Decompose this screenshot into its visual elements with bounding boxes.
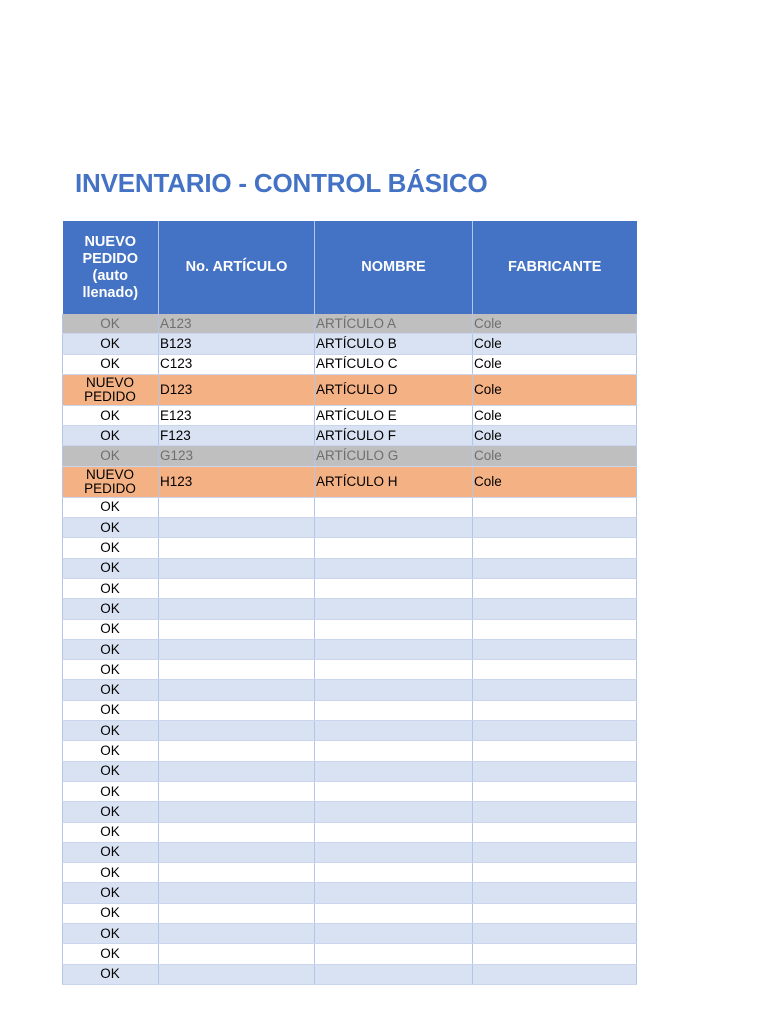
- item-name-cell[interactable]: [315, 680, 473, 700]
- table-row: [63, 405, 637, 425]
- table-row: [63, 802, 637, 822]
- manufacturer-cell[interactable]: [473, 883, 637, 903]
- page-title: INVENTARIO - CONTROL BÁSICO: [75, 168, 488, 198]
- manufacturer-cell[interactable]: [473, 964, 637, 984]
- item-name-cell[interactable]: [315, 883, 473, 903]
- item-name-cell[interactable]: [315, 721, 473, 741]
- reorder-status-cell[interactable]: OK: [63, 822, 159, 842]
- item-name-cell[interactable]: [315, 964, 473, 984]
- table-row: [63, 558, 637, 578]
- reorder-status-cell[interactable]: OK: [63, 741, 159, 761]
- item-no-cell[interactable]: C123: [159, 354, 315, 374]
- manufacturer-cell[interactable]: [473, 721, 637, 741]
- reorder-status-cell[interactable]: OK: [63, 578, 159, 598]
- reorder-status-cell[interactable]: OK: [63, 354, 159, 374]
- manufacturer-cell[interactable]: [473, 822, 637, 842]
- reorder-status-cell[interactable]: OK: [63, 558, 159, 578]
- manufacturer-cell[interactable]: [473, 761, 637, 781]
- item-no-cell[interactable]: [159, 802, 315, 822]
- item-name-cell[interactable]: [315, 944, 473, 964]
- table-row: [63, 660, 637, 680]
- item-name-cell[interactable]: [315, 842, 473, 862]
- table-row: [63, 883, 637, 903]
- table-row: [63, 741, 637, 761]
- reorder-status-cell[interactable]: OK: [63, 538, 159, 558]
- reorder-status-cell[interactable]: OK: [63, 924, 159, 944]
- item-no-cell[interactable]: [159, 761, 315, 781]
- item-name-cell[interactable]: [315, 660, 473, 680]
- reorder-status-cell[interactable]: OK: [63, 497, 159, 517]
- item-name-cell[interactable]: [315, 822, 473, 842]
- manufacturer-cell[interactable]: [473, 781, 637, 801]
- manufacturer-cell[interactable]: [473, 802, 637, 822]
- manufacturer-cell[interactable]: [473, 518, 637, 538]
- reorder-status-cell[interactable]: OK: [63, 842, 159, 862]
- item-no-cell[interactable]: [159, 538, 315, 558]
- item-name-cell[interactable]: [315, 741, 473, 761]
- item-name-cell[interactable]: [315, 538, 473, 558]
- table-row: [63, 599, 637, 619]
- reorder-status-cell[interactable]: OK: [63, 426, 159, 446]
- item-no-cell[interactable]: [159, 721, 315, 741]
- table-row: [63, 842, 637, 862]
- manufacturer-cell[interactable]: Cole: [473, 426, 637, 446]
- manufacturer-cell[interactable]: Cole: [473, 334, 637, 354]
- reorder-status-cell[interactable]: NUEVO PEDIDO: [63, 374, 159, 405]
- reorder-status-cell[interactable]: OK: [63, 721, 159, 741]
- table-row: [63, 700, 637, 720]
- reorder-status-cell[interactable]: OK: [63, 863, 159, 883]
- reorder-status-cell[interactable]: OK: [63, 883, 159, 903]
- item-no-cell[interactable]: [159, 619, 315, 639]
- table-row: [63, 518, 637, 538]
- manufacturer-cell[interactable]: Cole: [473, 446, 637, 466]
- item-name-cell[interactable]: [315, 802, 473, 822]
- item-name-cell[interactable]: ARTÍCULO H: [315, 466, 473, 497]
- reorder-status-cell[interactable]: OK: [63, 314, 159, 334]
- item-no-cell[interactable]: [159, 660, 315, 680]
- table-row: [63, 721, 637, 741]
- item-no-cell[interactable]: [159, 781, 315, 801]
- table-row: [63, 680, 637, 700]
- item-name-cell[interactable]: ARTÍCULO D: [315, 374, 473, 405]
- manufacturer-cell[interactable]: Cole: [473, 314, 637, 334]
- table-row: [63, 426, 637, 446]
- item-no-cell[interactable]: [159, 518, 315, 538]
- item-no-cell[interactable]: [159, 558, 315, 578]
- reorder-status-cell[interactable]: OK: [63, 619, 159, 639]
- item-name-cell[interactable]: [315, 578, 473, 598]
- table-row: [63, 334, 637, 354]
- table-row: [63, 944, 637, 964]
- item-name-cell[interactable]: [315, 700, 473, 720]
- manufacturer-cell[interactable]: [473, 903, 637, 923]
- manufacturer-cell[interactable]: Cole: [473, 405, 637, 425]
- item-no-cell[interactable]: A123: [159, 314, 315, 334]
- table-row: [63, 639, 637, 659]
- manufacturer-cell[interactable]: [473, 497, 637, 517]
- item-name-cell[interactable]: [315, 558, 473, 578]
- item-no-cell[interactable]: E123: [159, 405, 315, 425]
- manufacturer-cell[interactable]: [473, 700, 637, 720]
- table-row: [63, 863, 637, 883]
- item-name-cell[interactable]: ARTÍCULO F: [315, 426, 473, 446]
- item-no-cell[interactable]: [159, 863, 315, 883]
- item-no-cell[interactable]: D123: [159, 374, 315, 405]
- item-name-cell[interactable]: [315, 761, 473, 781]
- item-name-cell[interactable]: [315, 924, 473, 944]
- reorder-status-cell[interactable]: OK: [63, 639, 159, 659]
- table-header-row: [63, 221, 637, 314]
- item-no-cell[interactable]: [159, 741, 315, 761]
- table-row: [63, 466, 637, 497]
- manufacturer-cell[interactable]: Cole: [473, 354, 637, 374]
- item-name-cell[interactable]: ARTÍCULO B: [315, 334, 473, 354]
- item-no-cell[interactable]: [159, 964, 315, 984]
- item-no-cell[interactable]: [159, 639, 315, 659]
- manufacturer-cell[interactable]: [473, 680, 637, 700]
- manufacturer-cell[interactable]: [473, 599, 637, 619]
- manufacturer-cell[interactable]: Cole: [473, 466, 637, 497]
- item-name-cell[interactable]: [315, 518, 473, 538]
- table-row: [63, 538, 637, 558]
- item-name-cell[interactable]: [315, 903, 473, 923]
- table-row: [63, 354, 637, 374]
- manufacturer-cell[interactable]: [473, 660, 637, 680]
- table-row: [63, 964, 637, 984]
- reorder-status-cell[interactable]: NUEVO PEDIDO: [63, 466, 159, 497]
- table-row: [63, 578, 637, 598]
- item-name-cell[interactable]: ARTÍCULO E: [315, 405, 473, 425]
- table-row: [63, 446, 637, 466]
- table-row: [63, 781, 637, 801]
- reorder-status-cell[interactable]: OK: [63, 802, 159, 822]
- item-no-cell[interactable]: [159, 497, 315, 517]
- reorder-status-cell[interactable]: OK: [63, 334, 159, 354]
- item-no-cell[interactable]: F123: [159, 426, 315, 446]
- item-name-cell[interactable]: [315, 639, 473, 659]
- column-header-item-no: No. ARTÍCULO: [159, 221, 315, 314]
- manufacturer-cell[interactable]: [473, 924, 637, 944]
- item-no-cell[interactable]: [159, 883, 315, 903]
- column-header-name: NOMBRE: [315, 221, 473, 314]
- reorder-status-cell[interactable]: OK: [63, 405, 159, 425]
- table-row: [63, 497, 637, 517]
- item-no-cell[interactable]: G123: [159, 446, 315, 466]
- table-row: [63, 903, 637, 923]
- table-row: [63, 761, 637, 781]
- reorder-status-cell[interactable]: OK: [63, 518, 159, 538]
- item-no-cell[interactable]: [159, 822, 315, 842]
- manufacturer-cell[interactable]: [473, 944, 637, 964]
- manufacturer-cell[interactable]: [473, 639, 637, 659]
- table-row: [63, 822, 637, 842]
- table-row: [63, 314, 637, 334]
- item-no-cell[interactable]: B123: [159, 334, 315, 354]
- column-header-manufacturer: FABRICANTE: [473, 221, 637, 314]
- manufacturer-cell[interactable]: [473, 619, 637, 639]
- item-name-cell[interactable]: ARTÍCULO A: [315, 314, 473, 334]
- manufacturer-cell[interactable]: [473, 741, 637, 761]
- item-no-cell[interactable]: H123: [159, 466, 315, 497]
- item-no-cell[interactable]: [159, 578, 315, 598]
- manufacturer-cell[interactable]: [473, 578, 637, 598]
- item-no-cell[interactable]: [159, 842, 315, 862]
- reorder-status-cell[interactable]: OK: [63, 680, 159, 700]
- item-name-cell[interactable]: [315, 863, 473, 883]
- item-name-cell[interactable]: [315, 497, 473, 517]
- manufacturer-cell[interactable]: [473, 538, 637, 558]
- table-body: [63, 314, 637, 984]
- manufacturer-cell[interactable]: Cole: [473, 374, 637, 405]
- item-no-cell[interactable]: [159, 903, 315, 923]
- manufacturer-cell[interactable]: [473, 558, 637, 578]
- reorder-status-cell[interactable]: OK: [63, 660, 159, 680]
- manufacturer-cell[interactable]: [473, 842, 637, 862]
- item-no-cell[interactable]: [159, 680, 315, 700]
- table-row: [63, 374, 637, 405]
- inventory-table: [62, 221, 637, 985]
- table-row: [63, 924, 637, 944]
- reorder-status-cell[interactable]: OK: [63, 944, 159, 964]
- column-header-reorder: NUEVO PEDIDO (auto llenado): [63, 221, 159, 314]
- table-row: [63, 619, 637, 639]
- item-no-cell[interactable]: [159, 944, 315, 964]
- item-name-cell[interactable]: [315, 781, 473, 801]
- reorder-status-cell[interactable]: OK: [63, 446, 159, 466]
- reorder-status-cell[interactable]: OK: [63, 700, 159, 720]
- reorder-status-cell[interactable]: OK: [63, 903, 159, 923]
- item-no-cell[interactable]: [159, 599, 315, 619]
- reorder-status-cell[interactable]: OK: [63, 781, 159, 801]
- item-name-cell[interactable]: [315, 599, 473, 619]
- item-name-cell[interactable]: [315, 619, 473, 639]
- item-name-cell[interactable]: ARTÍCULO G: [315, 446, 473, 466]
- item-no-cell[interactable]: [159, 700, 315, 720]
- item-no-cell[interactable]: [159, 924, 315, 944]
- manufacturer-cell[interactable]: [473, 863, 637, 883]
- reorder-status-cell[interactable]: OK: [63, 599, 159, 619]
- reorder-status-cell[interactable]: OK: [63, 761, 159, 781]
- reorder-status-cell[interactable]: OK: [63, 964, 159, 984]
- item-name-cell[interactable]: ARTÍCULO C: [315, 354, 473, 374]
